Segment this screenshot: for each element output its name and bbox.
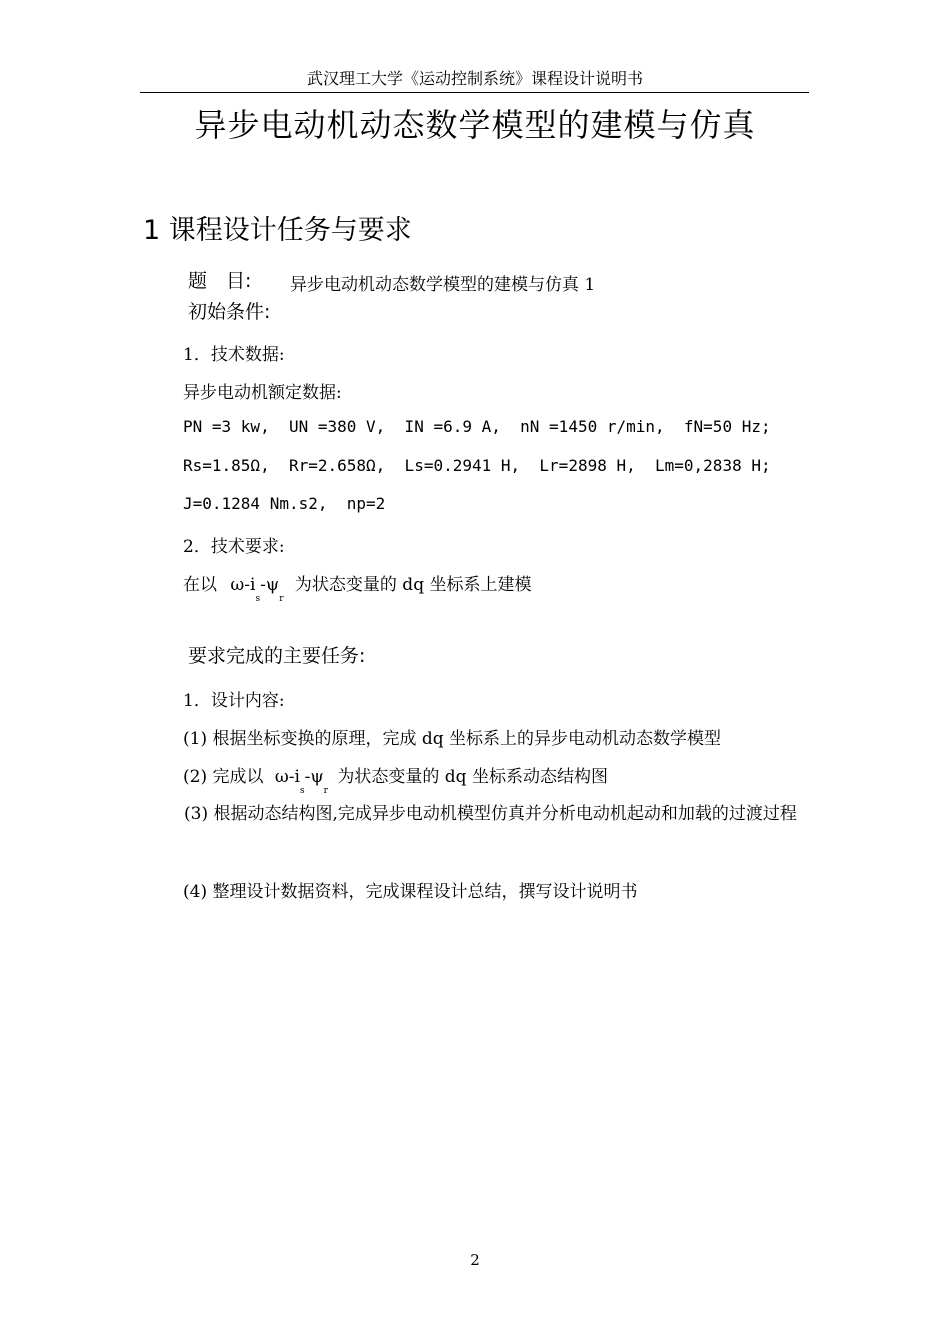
topic-label: 题 目: [188, 270, 252, 292]
state-variable-i-subscript: s [255, 594, 261, 604]
state-variable-dash: - [288, 767, 295, 787]
state-variable-psi-subscript: r [279, 594, 284, 604]
rated-data-label: 异步电动机额定数据: [183, 383, 342, 403]
state-variable-omega: ω [230, 575, 245, 595]
topic-value: 异步电动机动态数学模型的建模与仿真 1 [290, 275, 596, 295]
state-variable-psi-subscript: r [323, 786, 328, 796]
state-variable-i: i [294, 767, 300, 787]
tech-req-prefix: 在以 [183, 575, 217, 595]
tech-requirements-label: 2．技术要求: [183, 537, 285, 557]
task-item-2 [183, 762, 608, 796]
tech-data-label: 1．技术数据: [183, 345, 285, 365]
main-tasks-label: 要求完成的主要任务: [188, 645, 366, 667]
task-item-3: (3) 根据动态结构图,完成异步电动机模型仿真并分析电动机起动和加载的过渡过程 [184, 804, 797, 824]
rated-data-line-1: PN =3 kw, UN =380 V, IN =6.9 A, nN =1450 r/min, fN=50 Hz; [183, 417, 771, 436]
tech-req-suffix: 为状态变量的 dq 坐标系上建模 [294, 575, 532, 595]
state-variable-i-subscript: s [299, 786, 305, 796]
header-rule [140, 92, 809, 93]
task-2-suffix: 为状态变量的 dq 坐标系动态结构图 [337, 767, 608, 787]
task-2-prefix: (2) 完成以 [183, 767, 264, 787]
state-variable-omega: ω [274, 767, 289, 787]
rated-data-line-3: J=0.1284 Nm.s2, np=2 [183, 494, 386, 513]
design-content-label: 1．设计内容: [183, 691, 285, 711]
tech-requirement-line [183, 570, 532, 604]
state-variable-dash: - [260, 575, 266, 595]
state-variable-i: i [250, 575, 256, 595]
state-variable-psi: ψ [310, 767, 324, 787]
task-item-1: (1) 根据坐标变换的原理，完成 dq 坐标系上的异步电动机动态数学模型 [183, 729, 722, 749]
section-heading: 1 课程设计任务与要求 [143, 215, 412, 246]
initial-conditions-label: 初始条件: [188, 301, 271, 323]
task-item-4: (4) 整理设计数据资料，完成课程设计总结，撰写设计说明书 [183, 882, 638, 902]
rated-data-line-2: Rs=1.85Ω, Rr=2.658Ω, Ls=0.2941 H, Lr=2898 H, Lm=0,2838 H; [183, 456, 771, 475]
state-variable-psi: ψ [265, 575, 280, 595]
document-title: 异步电动机动态数学模型的建模与仿真 [194, 106, 756, 144]
state-variable-dash: - [244, 575, 251, 595]
page-number: 2 [470, 1251, 480, 1269]
state-variable-dash: - [304, 767, 311, 787]
running-header: 武汉理工大学《运动控制系统》课程设计说明书 [306, 69, 643, 88]
